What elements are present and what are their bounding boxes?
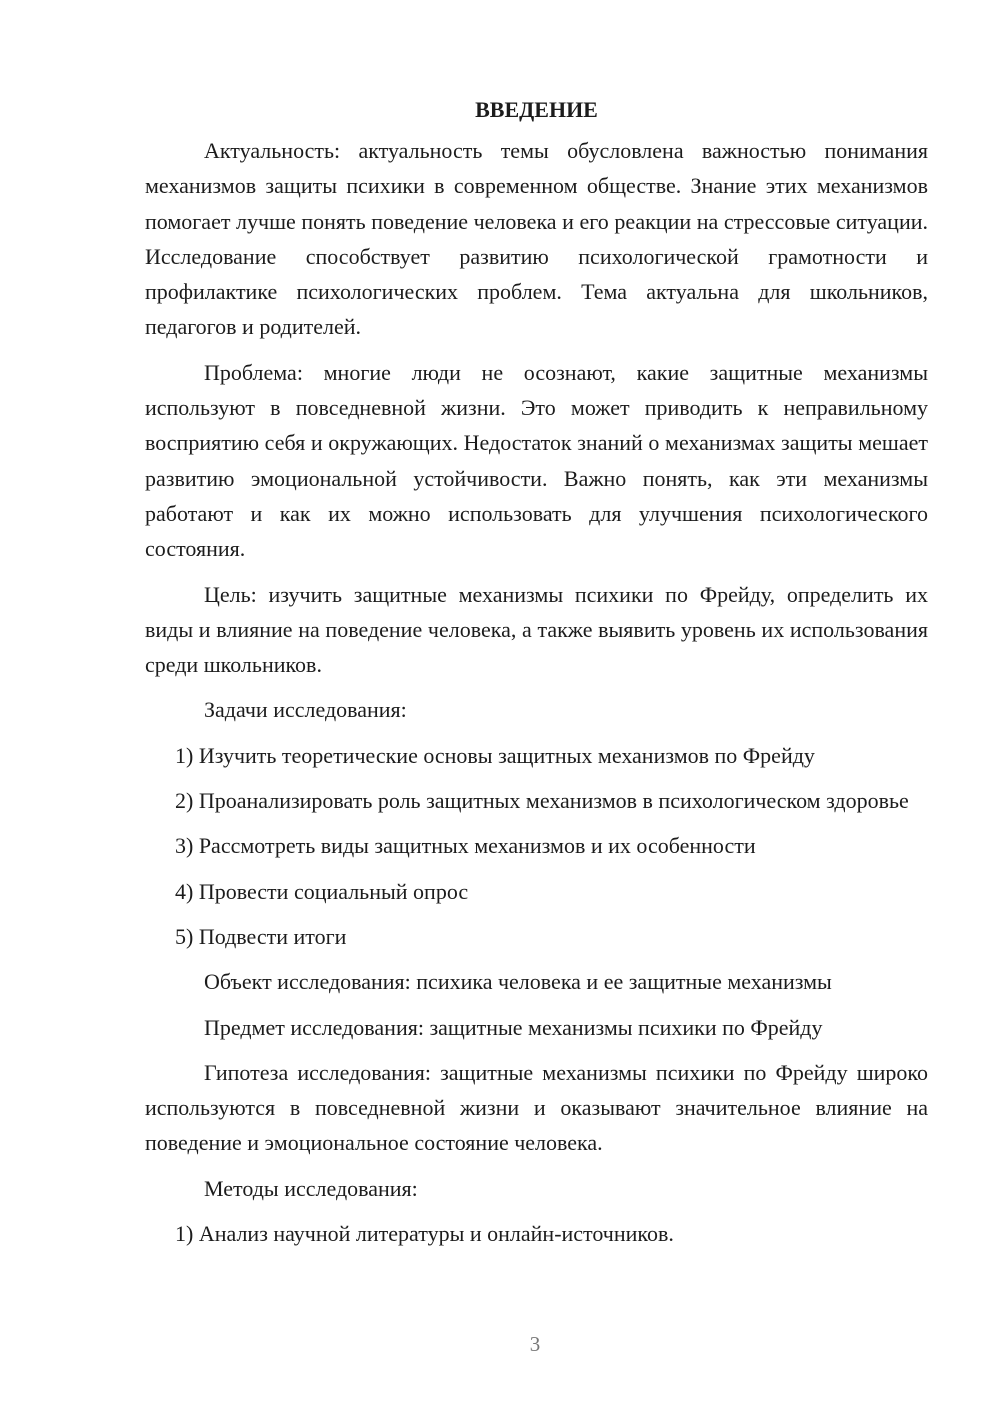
task-item: 1) Изучить теоретические основы защитных механизмов по Фрейду [175, 742, 815, 768]
task-item: 3) Рассмотреть виды защитных механизмов и их особенности [175, 833, 756, 859]
methods-title: Методы исследования: [204, 1175, 418, 1201]
task-item: 2) Проанализировать роль защитных механизмов в психологическом здоровье [175, 788, 909, 814]
task-item: 5) Подвести итоги [175, 923, 347, 949]
hypothesis-paragraph: Гипотеза исследования: защитные механизмы психики по Фрейду широко используются в повседневной жизни и оказывают значительное влияние на поведение и эмоциональное состояние человека. [145, 1059, 928, 1156]
method-item: 1) Анализ научной литературы и онлайн-источников. [175, 1221, 674, 1247]
tasks-title: Задачи исследования: [204, 697, 407, 723]
document-page [145, 92, 928, 1261]
section-heading: ВВЕДЕНИЕ [475, 97, 598, 122]
task-item: 4) Провести социальный опрос [175, 878, 469, 904]
page-number: 3 [529, 1332, 541, 1356]
relevance-paragraph: Актуальность: актуальность темы обусловлена важностью понимания механизмов защиты психики в современном обществе. Знание этих механизмов помогает лучше понять поведение человека и его реакции на стрессовые ситуации. Исследование способствует развитию психологической грамотности и профилактике психологических проблем. Тема актуальна для школьников, педагогов и родителей. [145, 138, 928, 340]
research-object: Объект исследования: психика человека и ее защитные механизмы [204, 969, 832, 995]
goal-paragraph: Цель: изучить защитные механизмы психики по Фрейду, определить их виды и влияние на поведение человека, а также выявить уровень их использования среди школьников. [145, 581, 928, 678]
problem-paragraph: Проблема: многие люди не осознают, какие защитные механизмы используют в повседневной жизни. Это может приводить к неправильному восприятию себя и окружающих. Недостаток знаний о механизмах защиты мешает развитию эмоциональной устойчивости. Важно понять, как эти механизмы работают и как их можно использовать для улучшения психологического состояния. [145, 359, 928, 562]
research-subject: Предмет исследования: защитные механизмы психики по Фрейду [204, 1014, 823, 1040]
